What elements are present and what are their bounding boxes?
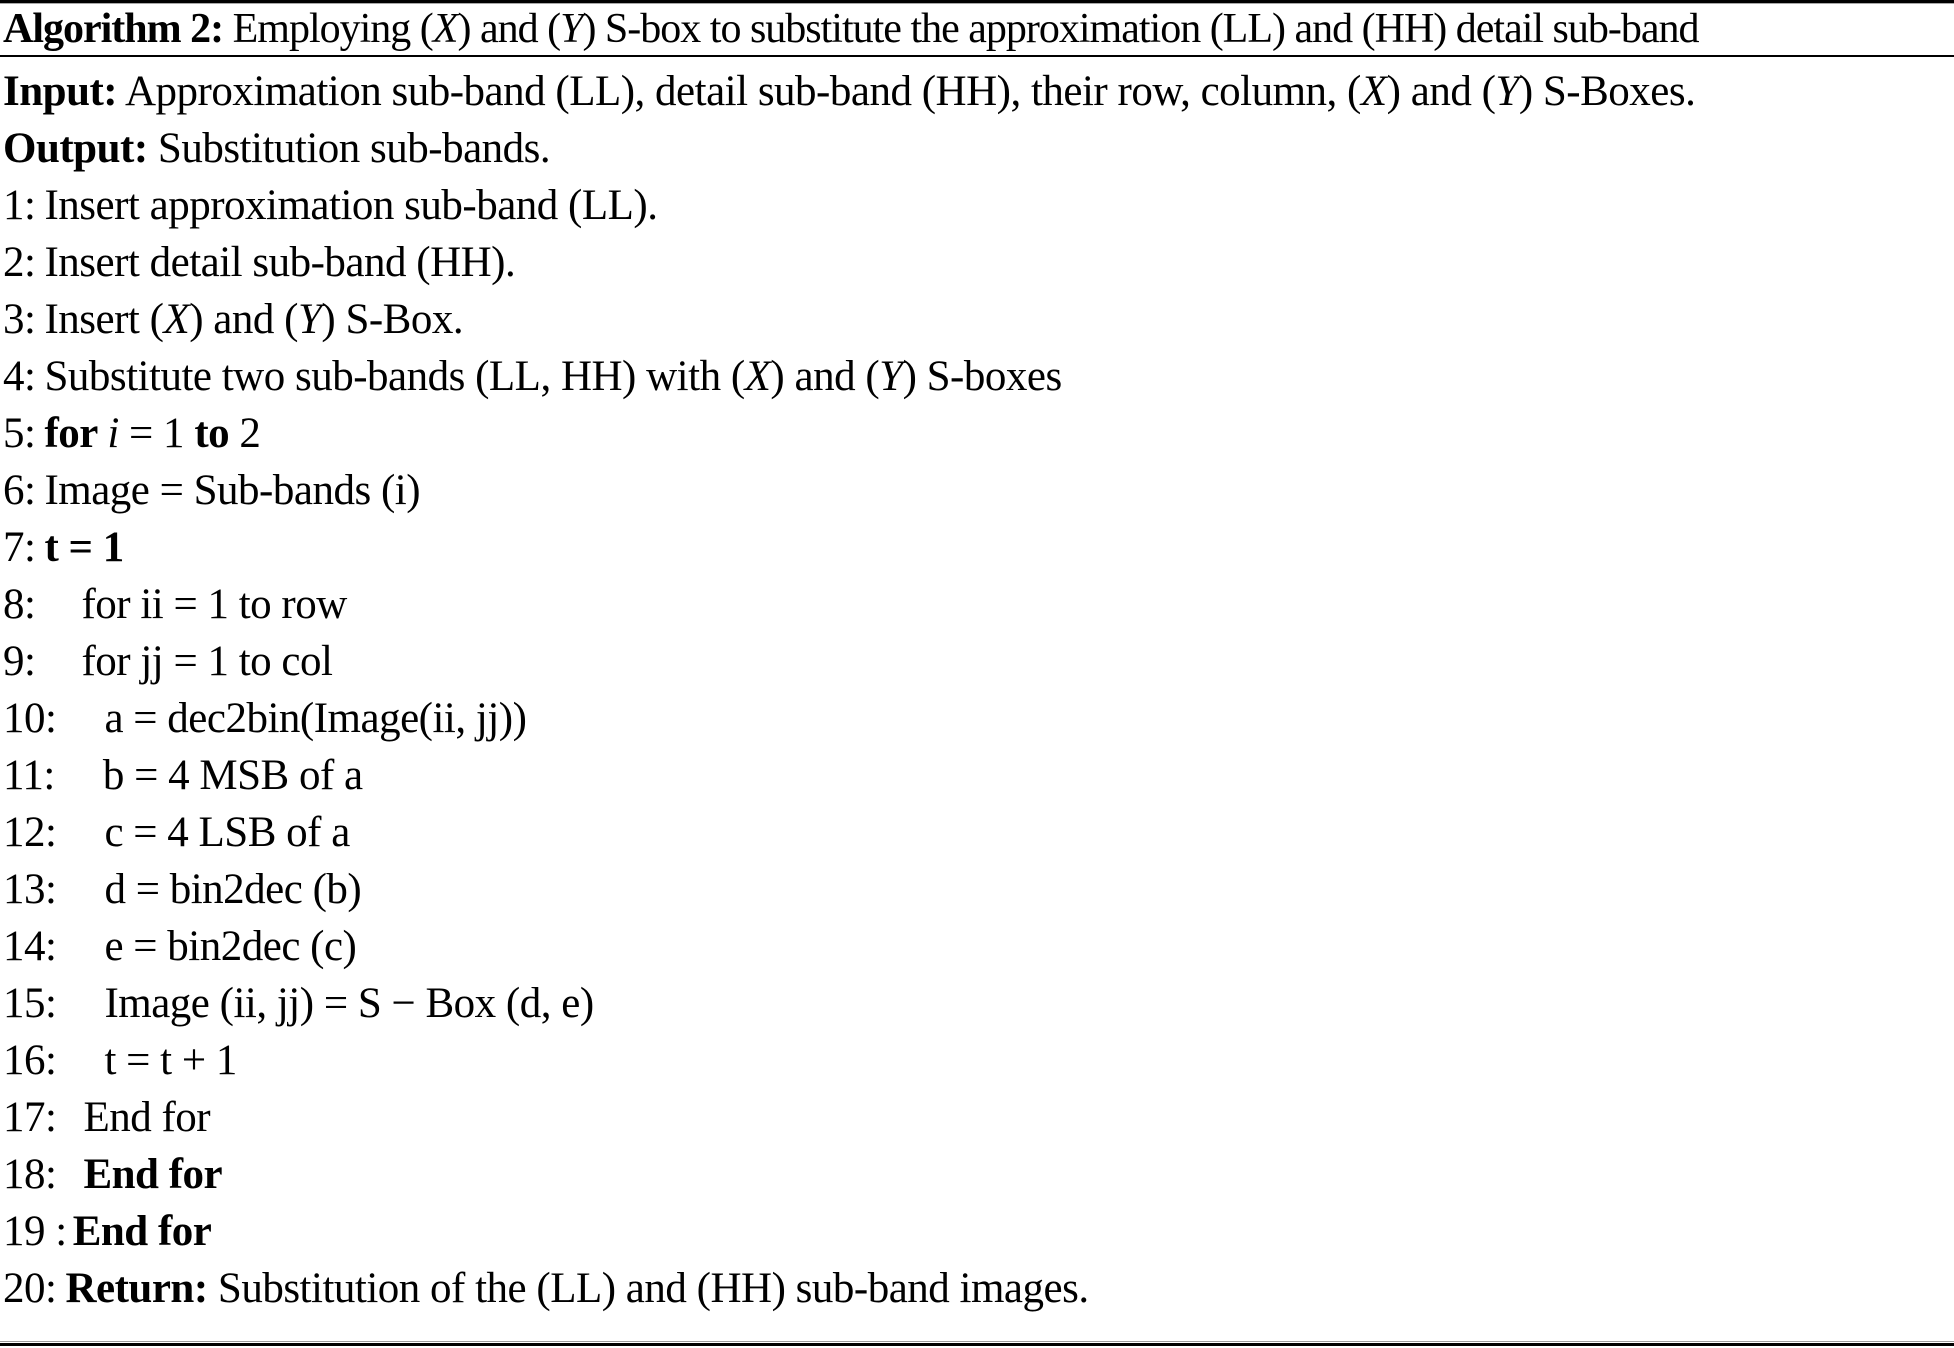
algorithm-line [3, 975, 1954, 1032]
line-number: 2: [3, 239, 36, 286]
text-segment: ) and ( [770, 353, 880, 400]
text-segment: ) and ( [457, 6, 561, 52]
text-segment: Y [1495, 68, 1519, 115]
algorithm-line [3, 120, 1954, 177]
line-content [44, 348, 1061, 405]
algorithm-line [3, 861, 1954, 918]
line-content [104, 861, 361, 918]
text-segment: c = 4 LSB of a [104, 809, 350, 856]
line-number: 17: [3, 1094, 57, 1141]
text-segment: ) S-Boxes. [1518, 68, 1696, 115]
text-segment: X [744, 353, 771, 400]
text-segment: ) S-box to substitute the approximation (LL) and (HH) detail sub-band [582, 6, 1699, 52]
line-content [3, 120, 550, 177]
text-segment: for ii = 1 to row [81, 581, 347, 628]
text-segment: t = t + 1 [104, 1037, 237, 1084]
algorithm-line [3, 747, 1954, 804]
line-number: 16: [3, 1037, 57, 1084]
algorithm-line [3, 405, 1954, 462]
text-segment: for jj = 1 to col [81, 638, 333, 685]
algorithm-line [3, 291, 1954, 348]
text-segment: Substitute two sub-bands (LL, HH) with ( [44, 353, 745, 400]
line-content [83, 1089, 210, 1146]
line-number: 20: [3, 1265, 57, 1312]
line-number: 3: [3, 296, 36, 343]
text-segment: i [107, 410, 119, 457]
line-content [104, 975, 593, 1032]
text-segment: Approximation sub-band (LL), detail sub-band (HH), their row, column, ( [117, 68, 1361, 115]
line-number: 13: [3, 866, 57, 913]
text-segment: Insert approximation sub-band (LL). [44, 182, 658, 229]
line-number: 18: [3, 1151, 57, 1198]
bottom-rule-shadow [0, 1341, 1954, 1342]
algorithm-line [3, 177, 1954, 234]
text-segment: Y [560, 6, 583, 52]
text-segment: Insert ( [44, 296, 164, 343]
text-segment: Employing ( [223, 6, 433, 52]
line-number: 12: [3, 809, 57, 856]
text-segment: X [432, 6, 458, 52]
line-number: 19 : [3, 1208, 67, 1255]
line-content [44, 462, 420, 519]
algorithm-line [3, 1203, 1954, 1260]
line-number: 11: [3, 752, 55, 799]
line-content [104, 804, 349, 861]
text-segment: Image = Sub-bands (i) [44, 467, 421, 514]
text-segment: 2 [229, 410, 261, 457]
line-content [73, 1203, 212, 1260]
line-content [104, 1032, 236, 1089]
line-content [65, 1260, 1088, 1317]
text-segment: X [1360, 68, 1387, 115]
text-segment: End for [83, 1151, 223, 1198]
text-segment: = 1 [118, 410, 195, 457]
line-number: 15: [3, 980, 57, 1027]
line-content [44, 519, 123, 576]
line-content [81, 633, 332, 690]
algorithm-line [3, 462, 1954, 519]
algorithm-line [3, 1032, 1954, 1089]
algorithm-header [0, 4, 1954, 55]
line-number: 5: [3, 410, 36, 457]
algorithm-line [3, 519, 1954, 576]
line-number: 7: [3, 524, 36, 571]
text-segment: Y [297, 296, 322, 343]
text-segment: t = 1 [44, 524, 124, 571]
algorithm-line [3, 633, 1954, 690]
line-number: 10: [3, 695, 57, 742]
algorithm-line [3, 1146, 1954, 1203]
line-content [103, 747, 363, 804]
line-content [104, 918, 356, 975]
text-segment: ) and ( [189, 296, 298, 343]
text-segment: Return: [65, 1265, 208, 1312]
algorithm-line [3, 1260, 1954, 1317]
algorithm-title [3, 6, 1699, 52]
text-segment: e = bin2dec (c) [104, 923, 357, 970]
text-segment: Image (ii, jj) = S − Box (d, e) [104, 980, 594, 1027]
text-segment: Output: [3, 125, 148, 172]
line-number: 14: [3, 923, 57, 970]
line-content [3, 63, 1695, 120]
line-number: 6: [3, 467, 36, 514]
text-segment: to [194, 410, 230, 457]
bottom-rule [0, 1343, 1954, 1346]
text-segment: Input: [3, 68, 118, 115]
line-number: 9: [3, 638, 36, 685]
text-segment: ) and ( [1386, 68, 1496, 115]
line-content [83, 1146, 222, 1203]
algorithm-line [3, 348, 1954, 405]
text-segment: Insert detail sub-band (HH). [44, 239, 516, 286]
line-content [44, 291, 463, 348]
algorithm-line [3, 918, 1954, 975]
algorithm-line [3, 804, 1954, 861]
algorithm-line [3, 576, 1954, 633]
line-content [81, 576, 346, 633]
line-number: 8: [3, 581, 36, 628]
text-segment: for [44, 410, 108, 457]
text-segment: ) S-boxes [902, 353, 1062, 400]
text-segment: Algorithm 2: [3, 6, 224, 52]
text-segment: d = bin2dec (b) [104, 866, 362, 913]
line-content [44, 177, 657, 234]
line-number: 4: [3, 353, 36, 400]
algorithm-line [3, 234, 1954, 291]
algorithm-body [0, 57, 1954, 1317]
line-content [44, 234, 515, 291]
text-segment: Substitution of the (LL) and (HH) sub-band images. [207, 1265, 1089, 1312]
text-segment: Y [879, 353, 903, 400]
line-content [44, 405, 260, 462]
line-content [104, 690, 526, 747]
text-segment: ) S-Box. [321, 296, 464, 343]
text-segment: End for [72, 1208, 212, 1255]
text-segment: End for [83, 1094, 211, 1141]
line-number: 1: [3, 182, 36, 229]
text-segment: Substitution sub-bands. [147, 125, 551, 172]
algorithm-line [3, 690, 1954, 747]
text-segment: X [163, 296, 190, 343]
algorithm-line [3, 63, 1954, 120]
text-segment: b = 4 MSB of a [102, 752, 363, 799]
text-segment: a = dec2bin(Image(ii, jj)) [104, 695, 527, 742]
algorithm-line [3, 1089, 1954, 1146]
